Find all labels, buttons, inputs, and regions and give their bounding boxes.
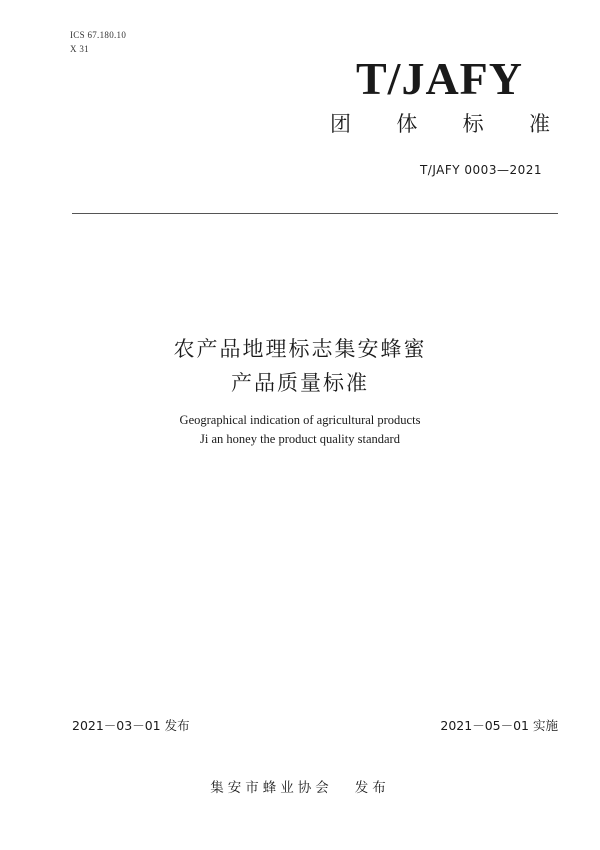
standard-type-char: 团 — [330, 112, 351, 136]
title-zh-line1: 农产品地理标志集安蜂蜜 — [173, 337, 427, 361]
issuer-action: 发布 — [354, 780, 390, 796]
title-en-line1: Geographical indication of agricultural products — [179, 413, 421, 427]
classification-code: X 31 — [70, 44, 89, 54]
title-zh-line2: 产品质量标准 — [231, 371, 369, 395]
issuer — [0, 776, 600, 796]
implement-date: 2021－05－01 实施 — [440, 718, 558, 733]
standard-brand: T/JAFY — [356, 53, 523, 104]
publish-date: 2021－03－01 发布 — [72, 718, 190, 733]
header-divider — [72, 213, 558, 214]
issuer-name: 集安市蜂业协会 — [210, 780, 333, 796]
standard-type — [330, 114, 550, 135]
title-en-line2: Ji an honey the product quality standard — [200, 432, 400, 446]
standard-type-char: 体 — [396, 112, 418, 136]
ics-code: ICS 67.180.10 — [70, 30, 127, 40]
standard-type-char: 标 — [462, 112, 484, 136]
standard-number: T/JAFY 0003—2021 — [419, 163, 542, 177]
standard-type-char: 准 — [528, 112, 550, 136]
